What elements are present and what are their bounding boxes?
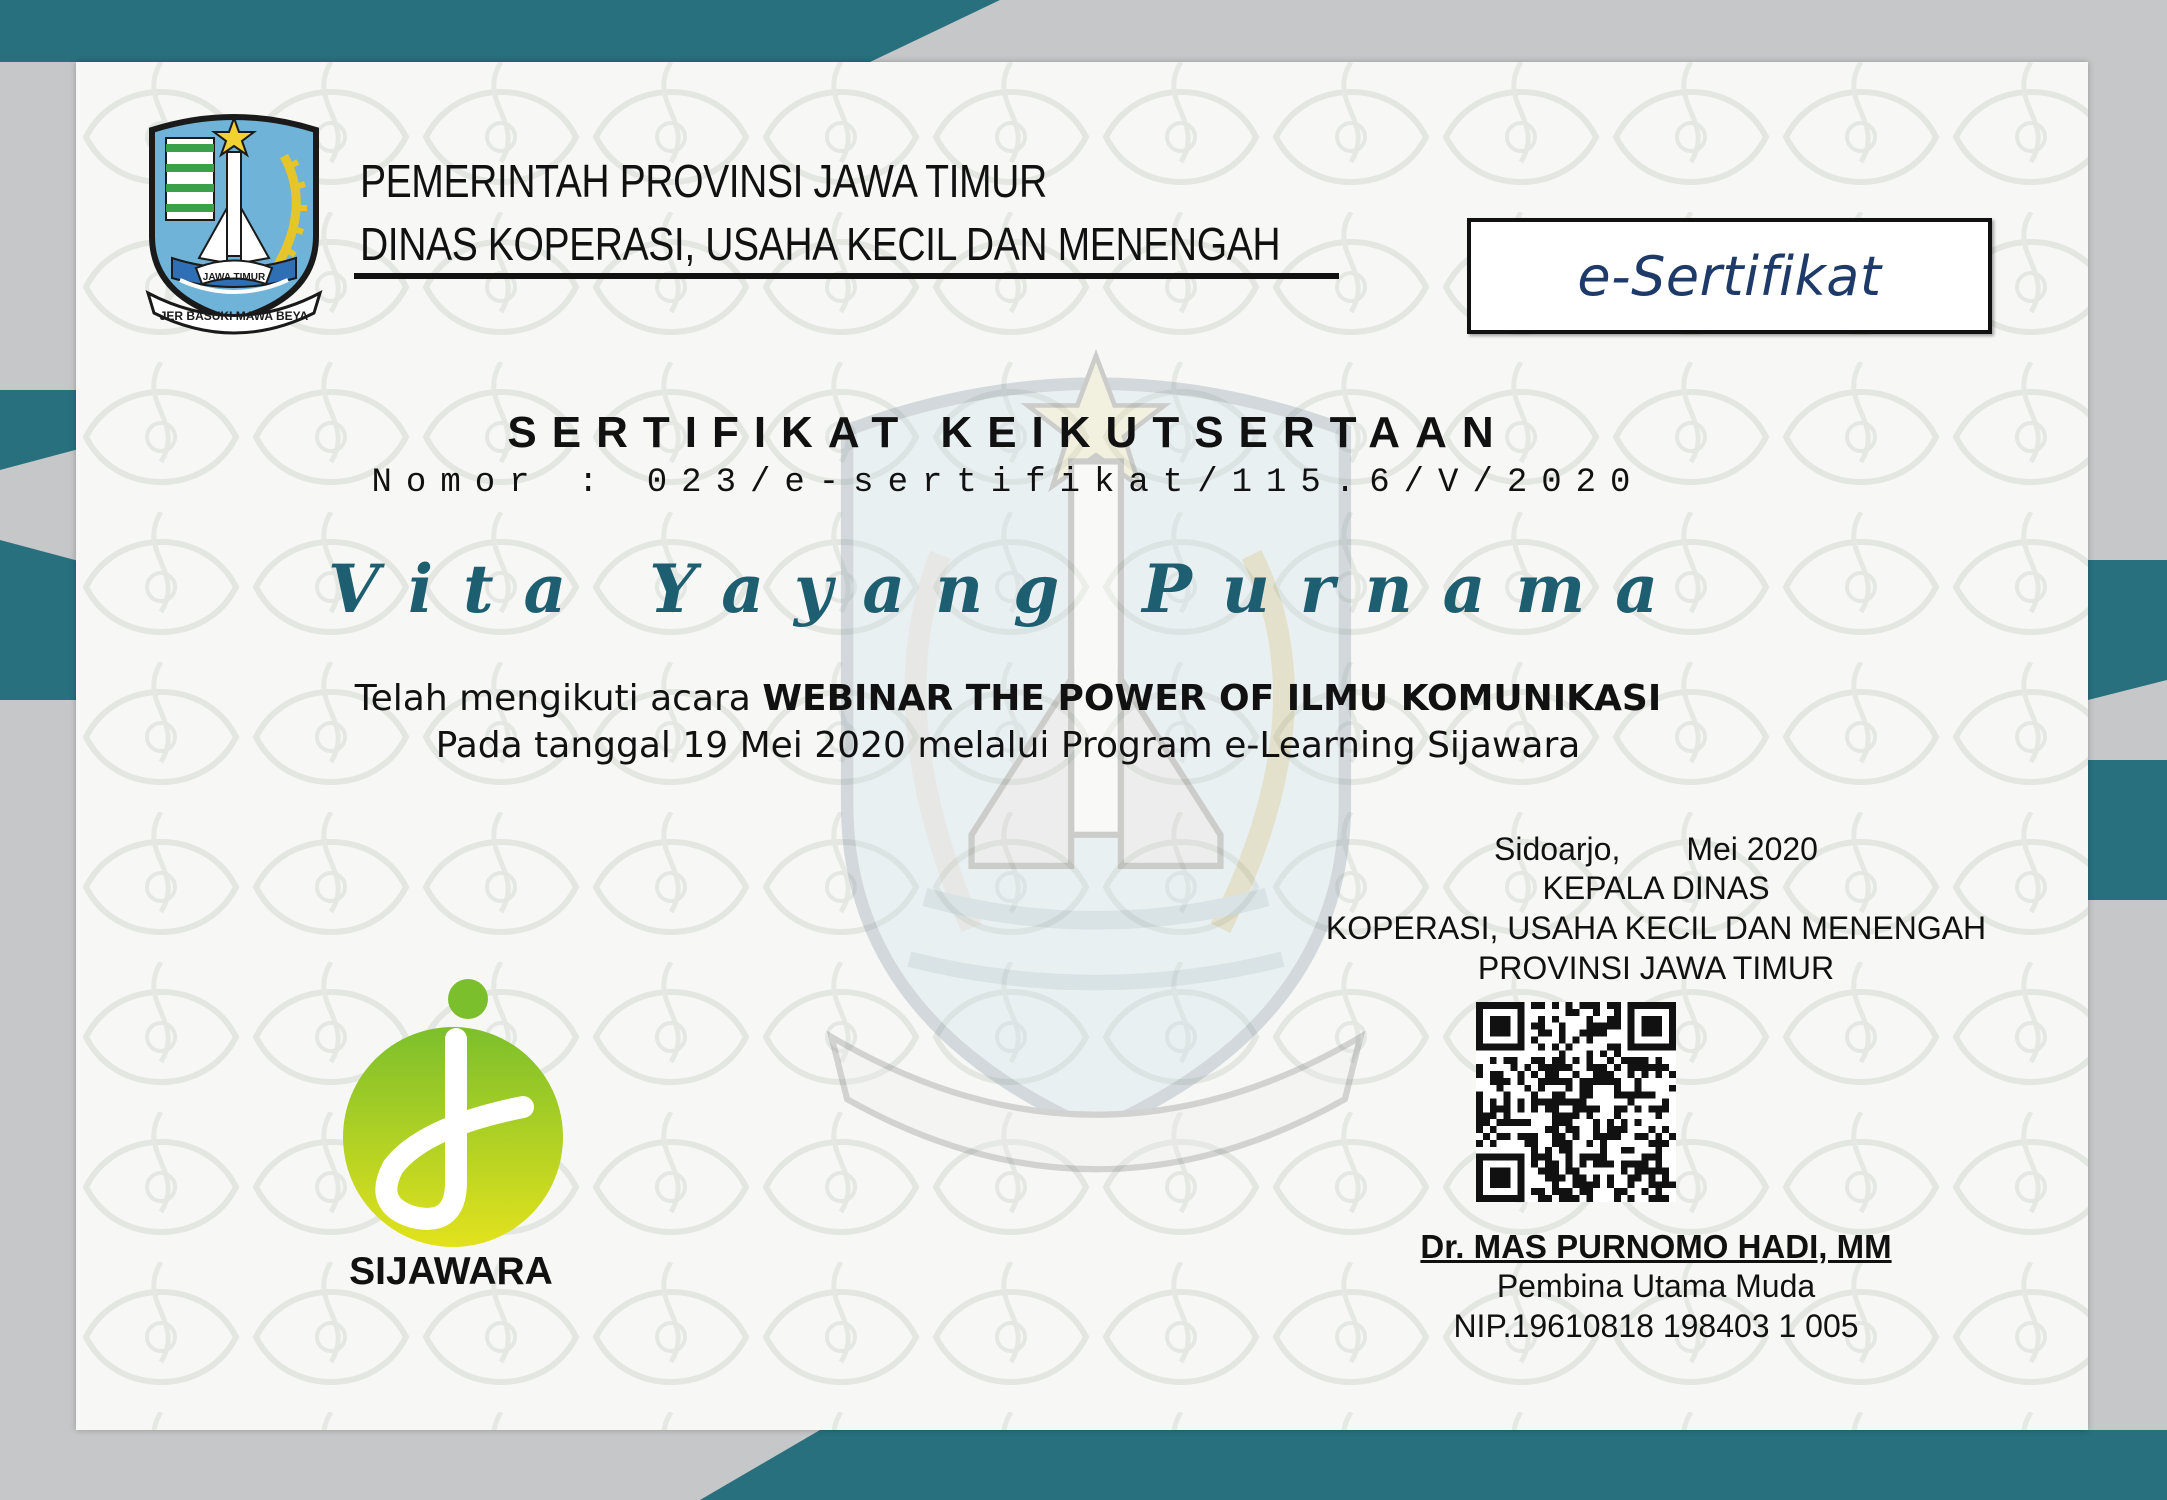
event-line: [76, 678, 1940, 719]
signature-place: Sidoarjo,: [1494, 831, 1621, 867]
certificate-card: [76, 62, 2088, 1430]
signature-place-date: [1156, 831, 2088, 868]
header-government: PEMERINTAH PROVINSI JAWA TIMUR: [360, 155, 1047, 207]
header-underline: [354, 273, 1339, 279]
signer-position-line-2: KOPERASI, USAHA KECIL DAN MENENGAH: [1325, 910, 1987, 946]
event-date-line: Pada tanggal 19 Mei 2020 melalui Program e-Learning Sijawara: [435, 725, 1581, 766]
e-sertifikat-badge: [1467, 218, 1992, 334]
signer-position-line-1: KEPALA DINAS: [1542, 870, 1770, 906]
e-sertifikat-label: e-Sertifikat: [1577, 244, 1882, 308]
header-agency: DINAS KOPERASI, USAHA KECIL DAN MENENGAH: [360, 218, 1281, 270]
certificate-number: Nomor : 023/e-sertifikat/115.6/V/2020: [371, 464, 1645, 502]
qr-code-icon: [1476, 1002, 1676, 1202]
signer-position-line-3: PROVINSI JAWA TIMUR: [1477, 950, 1835, 986]
recipient-name: Vita Yayang Purnama: [327, 550, 1689, 628]
sijawara-label: SIJAWARA: [349, 1250, 553, 1293]
signer-rank: Pembina Utama Muda: [1496, 1268, 1816, 1304]
emblem-ribbon-top: JAWA TIMUR: [202, 272, 266, 283]
certificate-title: SERTIFIKAT KEIKUTSERTAAN: [507, 408, 1509, 457]
sijawara-logo-icon: [338, 977, 568, 1247]
event-prefix: Telah mengikuti acara: [354, 678, 763, 719]
emblem-ribbon-bottom: JER BASUKI MAWA BEYA: [159, 309, 309, 323]
event-name: WEBINAR THE POWER OF ILMU KOMUNIKASI: [762, 678, 1662, 719]
jawa-timur-crest-icon: [144, 108, 324, 338]
signature-month-year: Mei 2020: [1686, 831, 1818, 867]
signer-nip: NIP.19610818 198403 1 005: [1453, 1308, 1859, 1344]
signer-name: Dr. MAS PURNOMO HADI, MM: [1420, 1228, 1892, 1265]
